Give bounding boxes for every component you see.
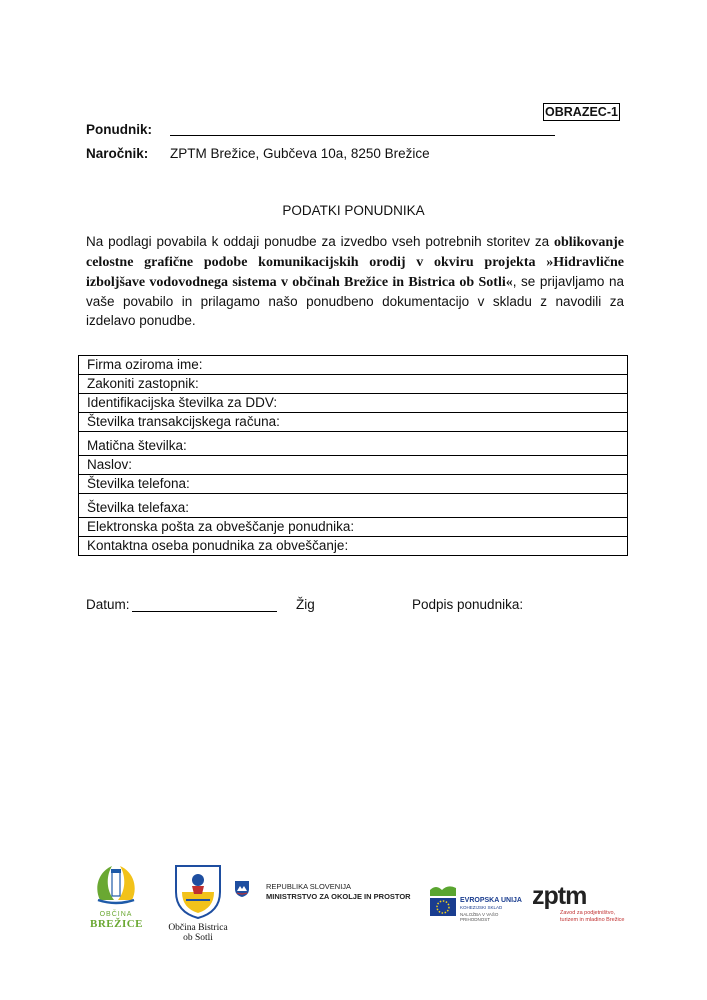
bistrica-logo-line1: Občina Bistrica — [168, 923, 228, 933]
table-row — [79, 475, 628, 494]
field-address[interactable]: Naslov: — [79, 456, 628, 475]
field-vat-id[interactable]: Identifikacijska številka za DDV: — [79, 394, 628, 413]
brezice-logo-line2: BREŽICE — [90, 918, 144, 930]
table-row — [79, 356, 628, 375]
field-legal-representative[interactable]: Zakoniti zastopnik: — [79, 375, 628, 394]
eu-flag-icon — [428, 884, 458, 920]
field-contact-person[interactable]: Kontaktna oseba ponudnika za obveščanje: — [79, 537, 628, 556]
field-bank-account[interactable]: Številka transakcijskega računa: — [79, 413, 628, 432]
eu-logo-line2: KOHEZIJSKI SKLAD — [460, 905, 503, 910]
table-row — [79, 432, 628, 456]
table-row — [79, 518, 628, 537]
intro-text-1: Na podlagi povabila k oddaji ponudbe za izvedbo vseh potrebnih storitev za — [86, 234, 554, 249]
intro-project-title: oblikovanje celostne grafične podobe komunikacijskih orodij v okviru projekta »Hidravlične izboljšave vodovodnega sistema v občinah Brežice in Bistrica ob Sotli« — [86, 235, 624, 290]
table-row — [79, 413, 628, 432]
field-registration-number[interactable]: Matična številka: — [79, 432, 628, 456]
client-label: Naročnik: — [86, 146, 149, 161]
page-title: PODATKI PONUDNIKA — [282, 203, 425, 218]
zptm-logo-line1: Zavod za podjetništvo, — [560, 910, 616, 916]
zptm-logo — [532, 882, 625, 926]
bistrica-coat-of-arms-icon — [162, 862, 234, 920]
eu-cohesion-logo — [428, 884, 528, 920]
ministry-logo — [234, 880, 414, 910]
table-row — [79, 394, 628, 413]
table-row — [79, 456, 628, 475]
brezice-logo-line1: OBČINA — [99, 911, 133, 918]
client-value: ZPTM Brežice, Gubčeva 10a, 8250 Brežice — [170, 146, 430, 161]
date-field-line[interactable] — [132, 611, 277, 612]
eu-logo-line1: EVROPSKA UNIJA — [460, 897, 522, 904]
bidder-field-line[interactable] — [170, 135, 555, 136]
table-row — [79, 494, 628, 518]
bidder-label: Ponudnik: — [86, 122, 152, 137]
table-row — [79, 537, 628, 556]
intro-text-2: , se prijavljamo na vaše povabilo in prilagamo našo ponudbeno dokumentacijo v skladu z navodili za izdelavo ponudbe. — [86, 274, 624, 328]
signature-label: Podpis ponudnika: — [412, 597, 524, 612]
bistrica-logo — [162, 862, 234, 942]
brezice-crest-icon — [90, 860, 142, 908]
date-label: Datum: — [86, 597, 130, 612]
eu-logo-line3: NALOŽBA V VAŠO PRIHODNOST — [460, 912, 499, 922]
slovenia-emblem-icon — [234, 880, 250, 898]
field-email[interactable]: Elektronska pošta za obveščanje ponudnika: — [79, 518, 628, 537]
field-fax[interactable]: Številka telefaxa: — [79, 494, 628, 518]
form-code-box: OBRAZEC-1 — [543, 103, 620, 121]
ministry-logo-line1: REPUBLIKA SLOVENIJA — [266, 882, 352, 891]
zptm-logo-line2: turizem in mladino Brežice — [560, 917, 625, 923]
table-row — [79, 375, 628, 394]
field-phone[interactable]: Številka telefona: — [79, 475, 628, 494]
stamp-label: Žig — [296, 597, 315, 612]
intro-paragraph — [86, 232, 624, 330]
bidder-data-table — [78, 355, 628, 556]
ministry-logo-line2: MINISTRSTVO ZA OKOLJE IN PROSTOR — [266, 892, 411, 901]
zptm-logo-name: zptm — [532, 882, 587, 910]
bistrica-logo-line2: ob Sotli — [183, 933, 213, 943]
field-company-name[interactable]: Firma oziroma ime: — [79, 356, 628, 375]
brezice-logo — [90, 860, 144, 930]
